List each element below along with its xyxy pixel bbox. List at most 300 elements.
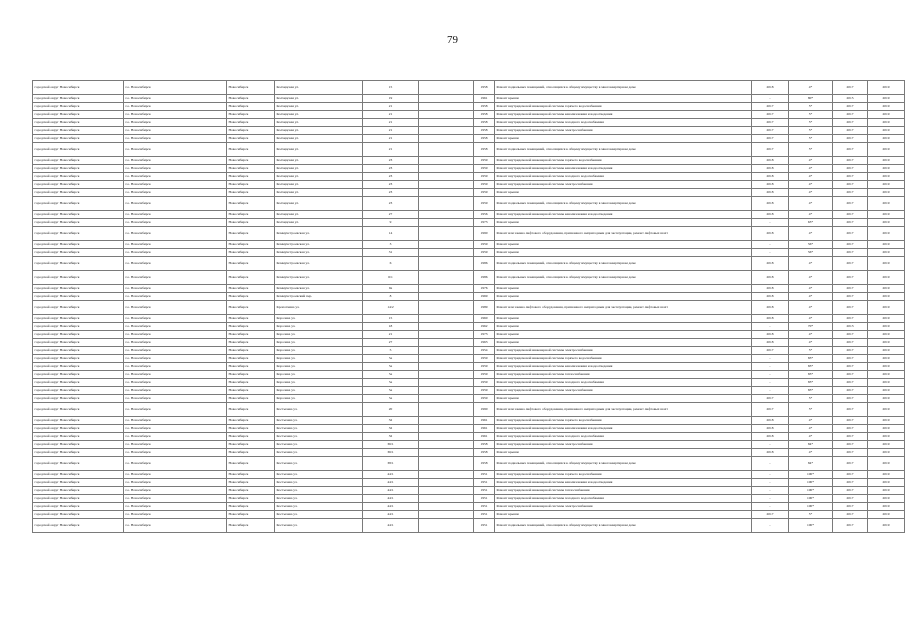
city-cell: Новосибирск xyxy=(227,503,275,511)
city-cell: Новосибирск xyxy=(227,449,275,457)
end-year-cell: 2019 xyxy=(868,495,905,503)
year-cell: 1958 xyxy=(474,441,495,449)
blank-cell xyxy=(419,157,474,165)
start-year-cell: 2017 xyxy=(833,425,868,433)
blank-cell xyxy=(419,95,474,103)
street-cell: Костычева ул. xyxy=(275,471,363,479)
blank-cell xyxy=(419,127,474,135)
end-year-cell: 2019 xyxy=(868,355,905,363)
work-cell: Ремонт внутридомовой инженерной системы канализования и водоотведения xyxy=(495,479,752,487)
work-cell: Ремонт подвальных помещений, относящихся к общему имуществу в многоквартирном доме xyxy=(495,143,752,157)
settlement-cell: г.о. Новосибирск xyxy=(124,495,227,503)
settlement-cell: г.о. Новосибирск xyxy=(124,363,227,371)
street-cell: Королева ул. xyxy=(275,363,363,371)
work-cell: Ремонт внутридомовой инженерной системы горячего водоснабжения xyxy=(495,103,752,111)
settlement-cell: г.о. Новосибирск xyxy=(124,135,227,143)
mark-cell: 83* xyxy=(789,387,833,395)
planned-year-cell: - xyxy=(752,371,789,379)
district-cell: городской округ Новосибирск xyxy=(33,487,124,495)
house-cell: 23 xyxy=(363,197,419,211)
planned-year-cell: - xyxy=(752,95,789,103)
start-year-cell: 2017 xyxy=(833,519,868,533)
year-cell: 1959 xyxy=(474,173,495,181)
table-row xyxy=(33,301,905,315)
settlement-cell: г.о. Новосибирск xyxy=(124,211,227,219)
year-cell: 1958 xyxy=(474,103,495,111)
city-cell: Новосибирск xyxy=(227,355,275,363)
year-cell: 1951 xyxy=(474,519,495,533)
table-row xyxy=(33,417,905,425)
street-cell: Колхидская ул. xyxy=(275,119,363,127)
settlement-cell: г.о. Новосибирск xyxy=(124,487,227,495)
settlement-cell: г.о. Новосибирск xyxy=(124,395,227,403)
blank-cell xyxy=(419,425,474,433)
blank-cell xyxy=(419,197,474,211)
table-row xyxy=(33,395,905,403)
district-cell: городской округ Новосибирск xyxy=(33,227,124,241)
table-row xyxy=(33,173,905,181)
end-year-cell: 2019 xyxy=(868,417,905,425)
table-row xyxy=(33,103,905,111)
house-cell: 5а xyxy=(363,371,419,379)
district-cell: городской округ Новосибирск xyxy=(33,301,124,315)
blank-cell xyxy=(419,111,474,119)
start-year-cell: 2017 xyxy=(833,81,868,95)
district-cell: городской округ Новосибирск xyxy=(33,103,124,111)
work-cell: Ремонт внутридомовой инженерной системы горячего водоснабжения xyxy=(495,471,752,479)
planned-year-cell: - xyxy=(752,471,789,479)
end-year-cell: 2019 xyxy=(868,301,905,315)
year-cell: 1989 xyxy=(474,301,495,315)
year-cell: 1959 xyxy=(474,379,495,387)
settlement-cell: г.о. Новосибирск xyxy=(124,503,227,511)
city-cell: Новосибирск xyxy=(227,457,275,471)
planned-year-cell: 2018 xyxy=(752,425,789,433)
settlement-cell: г.о. Новосибирск xyxy=(124,433,227,441)
house-cell: 6 xyxy=(363,257,419,271)
planned-year-cell: - xyxy=(752,519,789,533)
work-cell: Ремонт крыши xyxy=(495,449,752,457)
city-cell: Новосибирск xyxy=(227,487,275,495)
planned-year-cell: - xyxy=(752,487,789,495)
year-cell: 1959 xyxy=(474,355,495,363)
year-cell: 1956 xyxy=(474,211,495,219)
work-cell: Ремонт внутридомовой инженерной системы холодного водоснабжения xyxy=(495,119,752,127)
work-cell: Ремонт внутридомовой инженерной системы электроснабжения xyxy=(495,127,752,135)
mark-cell: 4* xyxy=(789,165,833,173)
mark-cell: 4* xyxy=(789,433,833,441)
planned-year-cell: - xyxy=(752,503,789,511)
street-cell: Костычева ул. xyxy=(275,457,363,471)
blank-cell xyxy=(419,379,474,387)
settlement-cell: г.о. Новосибирск xyxy=(124,165,227,173)
settlement-cell: г.о. Новосибирск xyxy=(124,95,227,103)
blank-cell xyxy=(419,331,474,339)
work-cell: Ремонт внутридомовой инженерной системы холодного водоснабжения xyxy=(495,379,752,387)
street-cell: Королева ул. xyxy=(275,315,363,323)
start-year-cell: 2017 xyxy=(833,197,868,211)
work-cell: Ремонт крыши xyxy=(495,241,752,249)
year-cell: 1958 xyxy=(474,81,495,95)
blank-cell xyxy=(419,219,474,227)
planned-year-cell: - xyxy=(752,355,789,363)
district-cell: городской округ Новосибирск xyxy=(33,479,124,487)
blank-cell xyxy=(419,387,474,395)
house-cell: 14/2 xyxy=(363,301,419,315)
house-cell: 21 xyxy=(363,331,419,339)
end-year-cell: 2019 xyxy=(868,219,905,227)
planned-year-cell: 2018 xyxy=(752,271,789,285)
year-cell: 1958 xyxy=(474,449,495,457)
city-cell: Новосибирск xyxy=(227,331,275,339)
start-year-cell: 2017 xyxy=(833,165,868,173)
work-cell: Ремонт крыши xyxy=(495,323,752,331)
end-year-cell: 2019 xyxy=(868,387,905,395)
work-cell: Ремонт подвальных помещений, относящихся к общему имуществу в многоквартирном доме xyxy=(495,519,752,533)
year-cell: 1951 xyxy=(474,479,495,487)
end-year-cell: 2019 xyxy=(868,285,905,293)
table-row xyxy=(33,95,905,103)
work-cell: Ремонт внутридомовой инженерной системы канализования и водоотведения xyxy=(495,363,752,371)
mark-cell: 4* xyxy=(789,331,833,339)
blank-cell xyxy=(419,479,474,487)
year-cell: 1961 xyxy=(474,95,495,103)
end-year-cell: 2019 xyxy=(868,339,905,347)
year-cell: 1959 xyxy=(474,371,495,379)
work-cell: Ремонт подвальных помещений, относящихся к общему имуществу в многоквартирном доме xyxy=(495,81,752,95)
year-cell: 1961 xyxy=(474,433,495,441)
work-cell: Ремонт внутридомовой инженерной системы теплоснабжения xyxy=(495,487,752,495)
table-row xyxy=(33,355,905,363)
district-cell: городской округ Новосибирск xyxy=(33,173,124,181)
city-cell: Новосибирск xyxy=(227,127,275,135)
city-cell: Новосибирск xyxy=(227,425,275,433)
table-row xyxy=(33,471,905,479)
end-year-cell: 2019 xyxy=(868,315,905,323)
district-cell: городской округ Новосибирск xyxy=(33,355,124,363)
year-cell: 1951 xyxy=(474,503,495,511)
start-year-cell: 2017 xyxy=(833,403,868,417)
table-row xyxy=(33,127,905,135)
table-row xyxy=(33,479,905,487)
street-cell: Колхидская ул. xyxy=(275,211,363,219)
end-year-cell: 2019 xyxy=(868,257,905,271)
year-cell: 1986 xyxy=(474,257,495,271)
blank-cell xyxy=(419,249,474,257)
city-cell: Новосибирск xyxy=(227,257,275,271)
house-cell: 20 xyxy=(363,403,419,417)
mark-cell: 5* xyxy=(789,143,833,157)
settlement-cell: г.о. Новосибирск xyxy=(124,403,227,417)
blank-cell xyxy=(419,103,474,111)
street-cell: Колхидская ул. xyxy=(275,143,363,157)
blank-cell xyxy=(419,189,474,197)
settlement-cell: г.о. Новосибирск xyxy=(124,119,227,127)
blank-cell xyxy=(419,371,474,379)
end-year-cell: 2019 xyxy=(868,103,905,111)
work-cell: Ремонт внутридомовой инженерной системы холодного водоснабжения xyxy=(495,173,752,181)
start-year-cell: 2017 xyxy=(833,111,868,119)
table-row xyxy=(33,181,905,189)
planned-year-cell: 2018 xyxy=(752,227,789,241)
end-year-cell: 2019 xyxy=(868,479,905,487)
blank-cell xyxy=(419,143,474,157)
street-cell: Костычева ул. xyxy=(275,433,363,441)
city-cell: Новосибирск xyxy=(227,219,275,227)
house-cell: 44/1 xyxy=(363,519,419,533)
settlement-cell: г.о. Новосибирск xyxy=(124,219,227,227)
house-cell: 44/1 xyxy=(363,495,419,503)
blank-cell xyxy=(419,165,474,173)
street-cell: Колхидская ул. xyxy=(275,95,363,103)
end-year-cell: 2019 xyxy=(868,165,905,173)
table-row xyxy=(33,219,905,227)
planned-year-cell: 2018 xyxy=(752,449,789,457)
start-year-cell: 2017 xyxy=(833,457,868,471)
city-cell: Новосибирск xyxy=(227,103,275,111)
work-cell: Ремонт внутридомовой инженерной системы канализования и водоотведения xyxy=(495,165,752,173)
settlement-cell: г.о. Новосибирск xyxy=(124,315,227,323)
city-cell: Новосибирск xyxy=(227,157,275,165)
street-cell: Костычева ул. xyxy=(275,511,363,519)
table-row xyxy=(33,433,905,441)
street-cell: Коммунстроевская ул. xyxy=(275,249,363,257)
settlement-cell: г.о. Новосибирск xyxy=(124,339,227,347)
work-cell: Ремонт подвальных помещений, относящихся к общему имуществу в многоквартирном доме xyxy=(495,457,752,471)
year-cell: 1951 xyxy=(474,471,495,479)
street-cell: Королева ул. xyxy=(275,339,363,347)
planned-year-cell: 2018 xyxy=(752,181,789,189)
district-cell: городской округ Новосибирск xyxy=(33,331,124,339)
start-year-cell: 2017 xyxy=(833,363,868,371)
city-cell: Новосибирск xyxy=(227,363,275,371)
table-row xyxy=(33,143,905,157)
mark-cell: 4* xyxy=(789,189,833,197)
year-cell: 1959 xyxy=(474,165,495,173)
table-row xyxy=(33,241,905,249)
table-row xyxy=(33,323,905,331)
work-cell: Ремонт внутридомовой инженерной системы электроснабжения xyxy=(495,347,752,355)
start-year-cell: 2017 xyxy=(833,189,868,197)
blank-cell xyxy=(419,511,474,519)
start-year-cell: 2017 xyxy=(833,331,868,339)
city-cell: Новосибирск xyxy=(227,227,275,241)
settlement-cell: г.о. Новосибирск xyxy=(124,387,227,395)
district-cell: городской округ Новосибирск xyxy=(33,449,124,457)
district-cell: городской округ Новосибирск xyxy=(33,395,124,403)
street-cell: Коммунстроевская ул. xyxy=(275,227,363,241)
district-cell: городской округ Новосибирск xyxy=(33,181,124,189)
start-year-cell: 2017 xyxy=(833,119,868,127)
mark-cell: 5* xyxy=(789,127,833,135)
planned-year-cell: 2017 xyxy=(752,143,789,157)
district-cell: городской округ Новосибирск xyxy=(33,293,124,301)
table-row xyxy=(33,135,905,143)
city-cell: Новосибирск xyxy=(227,441,275,449)
work-cell: Ремонт крыши xyxy=(495,395,752,403)
end-year-cell: 2019 xyxy=(868,95,905,103)
mark-cell: 84* xyxy=(789,441,833,449)
city-cell: Новосибирск xyxy=(227,211,275,219)
city-cell: Новосибирск xyxy=(227,111,275,119)
year-cell: 1959 xyxy=(474,197,495,211)
street-cell: Королева ул. xyxy=(275,371,363,379)
planned-year-cell: 2017 xyxy=(752,127,789,135)
district-cell: городской округ Новосибирск xyxy=(33,189,124,197)
district-cell: городской округ Новосибирск xyxy=(33,271,124,285)
mark-cell: 4* xyxy=(789,271,833,285)
street-cell: Колхидская ул. xyxy=(275,173,363,181)
city-cell: Новосибирск xyxy=(227,347,275,355)
house-cell: 5а xyxy=(363,355,419,363)
mark-cell: 83* xyxy=(789,363,833,371)
street-cell: Костычева ул. xyxy=(275,487,363,495)
work-cell: Ремонт внутридомовой инженерной системы электроснабжения xyxy=(495,387,752,395)
table-row xyxy=(33,315,905,323)
table-row xyxy=(33,165,905,173)
table-row xyxy=(33,293,905,301)
house-cell: 27 xyxy=(363,211,419,219)
end-year-cell: 2019 xyxy=(868,157,905,165)
house-cell: 36/1 xyxy=(363,449,419,457)
planned-year-cell: 2018 xyxy=(752,81,789,95)
city-cell: Новосибирск xyxy=(227,81,275,95)
start-year-cell: 2017 xyxy=(833,495,868,503)
house-cell: 21 xyxy=(363,127,419,135)
work-cell: Ремонт крыши xyxy=(495,189,752,197)
end-year-cell: 2019 xyxy=(868,425,905,433)
work-cell: Ремонт внутридомовой инженерной системы канализования и водоотведения xyxy=(495,111,752,119)
start-year-cell: 2017 xyxy=(833,257,868,271)
blank-cell xyxy=(419,181,474,189)
start-year-cell: 2017 xyxy=(833,387,868,395)
start-year-cell: 2017 xyxy=(833,441,868,449)
house-cell: 27 xyxy=(363,339,419,347)
house-cell: 5а xyxy=(363,387,419,395)
settlement-cell: г.о. Новосибирск xyxy=(124,479,227,487)
year-cell: 1958 xyxy=(474,119,495,127)
end-year-cell: 2019 xyxy=(868,503,905,511)
city-cell: Новосибирск xyxy=(227,181,275,189)
end-year-cell: 2019 xyxy=(868,323,905,331)
start-year-cell: 2017 xyxy=(833,471,868,479)
house-cell: 44/1 xyxy=(363,503,419,511)
work-cell: Ремонт крыши xyxy=(495,511,752,519)
street-cell: Королева ул. xyxy=(275,323,363,331)
planned-year-cell: 2018 xyxy=(752,165,789,173)
street-cell: Королева ул. xyxy=(275,331,363,339)
blank-cell xyxy=(419,81,474,95)
end-year-cell: 2019 xyxy=(868,173,905,181)
table-row xyxy=(33,347,905,355)
settlement-cell: г.о. Новосибирск xyxy=(124,189,227,197)
settlement-cell: г.о. Новосибирск xyxy=(124,347,227,355)
house-cell: 18 xyxy=(363,323,419,331)
settlement-cell: г.о. Новосибирск xyxy=(124,103,227,111)
blank-cell xyxy=(419,271,474,285)
end-year-cell: 2019 xyxy=(868,111,905,119)
start-year-cell: 2017 xyxy=(833,285,868,293)
street-cell: Королева ул. xyxy=(275,355,363,363)
end-year-cell: 2019 xyxy=(868,471,905,479)
house-cell: 21 xyxy=(363,119,419,127)
city-cell: Новосибирск xyxy=(227,495,275,503)
start-year-cell: 2017 xyxy=(833,479,868,487)
house-cell: 31 xyxy=(363,249,419,257)
end-year-cell: 2019 xyxy=(868,371,905,379)
year-cell: 1951 xyxy=(474,487,495,495)
work-cell: Ремонт подвальных помещений, относящихся к общему имуществу в многоквартирном доме xyxy=(495,197,752,211)
street-cell: Кропоткина ул. xyxy=(275,301,363,315)
city-cell: Новосибирск xyxy=(227,371,275,379)
house-cell: 23 xyxy=(363,165,419,173)
table-row xyxy=(33,511,905,519)
settlement-cell: г.о. Новосибирск xyxy=(124,371,227,379)
work-cell: Ремонт внутридомовой инженерной системы электроснабжения xyxy=(495,503,752,511)
planned-year-cell: - xyxy=(752,387,789,395)
street-cell: Костычева ул. xyxy=(275,495,363,503)
year-cell: 1959 xyxy=(474,181,495,189)
year-cell: 1959 xyxy=(474,189,495,197)
work-cell: Ремонт крыши xyxy=(495,135,752,143)
district-cell: городской округ Новосибирск xyxy=(33,503,124,511)
mark-cell: 4* xyxy=(789,293,833,301)
end-year-cell: 2019 xyxy=(868,211,905,219)
street-cell: Колхидская ул. xyxy=(275,103,363,111)
house-cell: 15 xyxy=(363,81,419,95)
year-cell: 1959 xyxy=(474,395,495,403)
district-cell: городской округ Новосибирск xyxy=(33,471,124,479)
start-year-cell: 2017 xyxy=(833,315,868,323)
house-cell: 23 xyxy=(363,189,419,197)
table-row xyxy=(33,227,905,241)
start-year-cell: 2017 xyxy=(833,181,868,189)
end-year-cell: 2019 xyxy=(868,519,905,533)
table-row xyxy=(33,285,905,293)
city-cell: Новосибирск xyxy=(227,173,275,181)
work-cell: Ремонт крыши xyxy=(495,339,752,347)
settlement-cell: г.о. Новосибирск xyxy=(124,301,227,315)
district-cell: городской округ Новосибирск xyxy=(33,519,124,533)
blank-cell xyxy=(419,441,474,449)
table-row xyxy=(33,81,905,95)
mark-cell: 4* xyxy=(789,81,833,95)
city-cell: Новосибирск xyxy=(227,271,275,285)
year-cell: 1973 xyxy=(474,331,495,339)
year-cell: 1976 xyxy=(474,285,495,293)
district-cell: городской округ Новосибирск xyxy=(33,257,124,271)
street-cell: Королева ул. xyxy=(275,347,363,355)
year-cell: 1962 xyxy=(474,323,495,331)
start-year-cell: 2017 xyxy=(833,227,868,241)
table-row xyxy=(33,519,905,533)
street-cell: Костычева ул. xyxy=(275,425,363,433)
year-cell: 1959 xyxy=(474,241,495,249)
planned-year-cell: 2017 xyxy=(752,135,789,143)
planned-year-cell: 2018 xyxy=(752,197,789,211)
settlement-cell: г.о. Новосибирск xyxy=(124,197,227,211)
end-year-cell: 2019 xyxy=(868,127,905,135)
house-cell: 32 xyxy=(363,425,419,433)
table-row xyxy=(33,271,905,285)
blank-cell xyxy=(419,293,474,301)
mark-cell: 83* xyxy=(789,371,833,379)
house-cell: 21 xyxy=(363,135,419,143)
end-year-cell: 2019 xyxy=(868,347,905,355)
table-row xyxy=(33,379,905,387)
district-cell: городской округ Новосибирск xyxy=(33,387,124,395)
street-cell: Королева ул. xyxy=(275,395,363,403)
